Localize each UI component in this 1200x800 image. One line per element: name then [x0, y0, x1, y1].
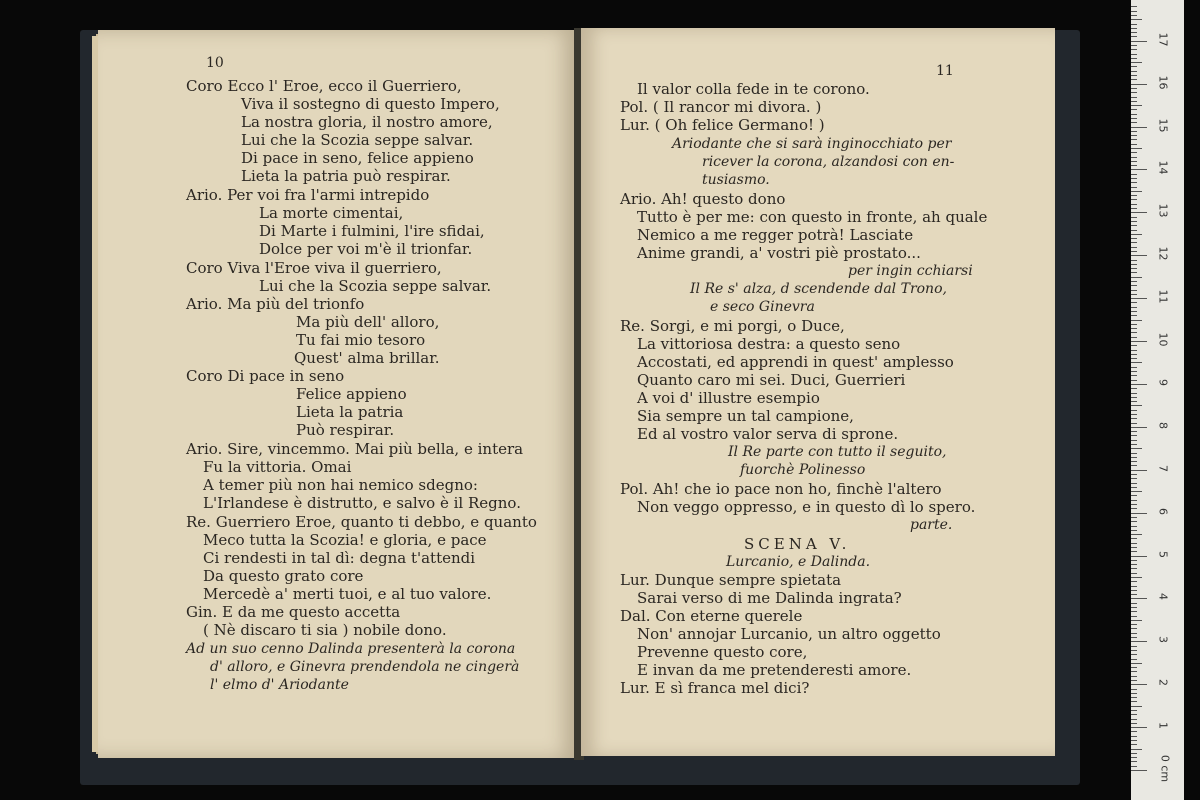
text-line: Sarai verso di me Dalinda ingrata? — [637, 589, 902, 607]
ruler-tick — [1131, 418, 1137, 419]
ruler-tick — [1131, 701, 1137, 702]
ruler-tick — [1131, 54, 1137, 55]
ruler-tick — [1131, 238, 1137, 239]
ruler-tick — [1131, 560, 1137, 561]
ruler-tick — [1131, 71, 1137, 72]
ruler-tick — [1131, 749, 1142, 750]
text-line: Sia sempre un tal campione, — [637, 407, 854, 425]
ruler-tick — [1131, 393, 1137, 394]
ruler-tick — [1131, 375, 1137, 376]
ruler-tick — [1131, 195, 1137, 196]
ruler-tick — [1131, 676, 1137, 677]
ruler-tick — [1131, 736, 1137, 737]
ruler-tick — [1131, 706, 1142, 707]
text-line: A temer più non hai nemico sdegno: — [203, 476, 478, 494]
ruler-tick — [1131, 139, 1137, 140]
ruler-tick — [1131, 564, 1137, 565]
ruler-tick — [1131, 169, 1147, 170]
stage-direction: per ingin cchiarsi — [848, 263, 973, 279]
page-number: 11 — [936, 63, 954, 79]
text-line: Lur. Dunque sempre spietata — [620, 571, 842, 589]
text-line: Ci rendesti in tal dì: degna t'attendi — [203, 549, 476, 567]
text-line: Quanto caro mi sei. Duci, Guerrieri — [637, 371, 906, 389]
text-line: Anime grandi, a' vostri piè prostato... — [637, 244, 921, 262]
ruler-tick — [1131, 517, 1137, 518]
ruler-tick — [1131, 58, 1137, 59]
stage-direction: e seco Ginevra — [710, 299, 815, 315]
stage-direction: fuorchè Polinesso — [740, 462, 866, 478]
ruler-tick — [1131, 431, 1137, 432]
text-line: La vittoriosa destra: a questo seno — [637, 335, 901, 353]
text-line: A voi d' illustre esempio — [637, 389, 820, 407]
ruler-tick — [1131, 332, 1137, 333]
ruler-tick — [1131, 495, 1137, 496]
ruler-label: 1 — [1156, 722, 1170, 730]
ruler-tick — [1131, 380, 1137, 381]
ruler-tick — [1131, 710, 1137, 711]
ruler-tick — [1131, 350, 1137, 351]
ruler-tick — [1131, 423, 1137, 424]
ruler-tick — [1131, 435, 1137, 436]
ruler-tick — [1131, 547, 1137, 548]
ruler-tick — [1131, 234, 1142, 235]
ruler-tick — [1131, 397, 1137, 398]
ruler-tick — [1131, 199, 1137, 200]
ruler-tick — [1131, 294, 1137, 295]
ruler-tick — [1131, 255, 1147, 256]
ruler-tick — [1131, 281, 1137, 282]
ruler-tick — [1131, 302, 1137, 303]
ruler-tick — [1131, 225, 1137, 226]
ruler-label: 13 — [1156, 203, 1170, 218]
scene-characters: Lurcanio, e Dalinda. — [726, 554, 871, 570]
stage-direction: Il Re s' alza, d scendende dal Trono, — [690, 281, 947, 297]
text-line: Nemico a me regger potrà! Lasciate — [637, 226, 914, 244]
scene-heading: SCENA V. — [744, 535, 851, 553]
ruler-tick — [1131, 727, 1147, 728]
ruler-tick — [1131, 358, 1137, 359]
text-line: Lieta la patria può respirar. — [241, 167, 451, 185]
measuring-ruler — [1131, 0, 1184, 800]
ruler-tick — [1131, 345, 1137, 346]
ruler-tick — [1131, 79, 1137, 80]
ruler-label: 17 — [1156, 32, 1170, 47]
ruler-tick — [1131, 187, 1137, 188]
ruler-tick — [1131, 24, 1137, 25]
ruler-tick — [1131, 693, 1137, 694]
text-line: Pol. ( Il rancor mi divora. ) — [620, 98, 822, 116]
ruler-tick — [1131, 753, 1137, 754]
ruler-tick — [1131, 97, 1137, 98]
ruler-tick — [1131, 221, 1137, 222]
stage-direction: ricever la corona, alzandosi con en- — [702, 154, 955, 170]
ruler-tick — [1131, 15, 1137, 16]
text-line: Lur. ( Oh felice Germano! ) — [620, 116, 825, 134]
ruler-label: 2 — [1156, 679, 1170, 687]
ruler-label: 5 — [1156, 550, 1170, 558]
ruler-tick — [1131, 410, 1137, 411]
ruler-label: 8 — [1156, 421, 1170, 429]
text-line: Tutto è per me: con questo in fronte, ah quale — [637, 208, 988, 226]
ruler-tick — [1131, 84, 1147, 85]
text-line: Fu la vittoria. Omai — [203, 458, 352, 476]
text-line: Re. Sorgi, e mi porgi, o Duce, — [620, 317, 845, 335]
text-line: Il valor colla fede in te corono. — [637, 80, 870, 98]
ruler-tick — [1131, 474, 1137, 475]
text-line: Ario. Sire, vincemmo. Mai più bella, e intera — [186, 440, 524, 458]
ruler-tick — [1131, 607, 1137, 608]
ruler-tick — [1131, 208, 1137, 209]
ruler-tick — [1131, 440, 1137, 441]
text-line: Può respirar. — [296, 421, 395, 439]
ruler-tick — [1131, 543, 1137, 544]
ruler-tick — [1131, 568, 1137, 569]
ruler-tick — [1131, 337, 1137, 338]
ruler-tick — [1131, 581, 1137, 582]
ruler-tick — [1131, 534, 1142, 535]
ruler-tick — [1131, 719, 1137, 720]
ruler-tick — [1131, 641, 1147, 642]
ruler-tick — [1131, 697, 1137, 698]
ruler-tick — [1131, 633, 1137, 634]
ruler-tick — [1131, 530, 1137, 531]
ruler-tick — [1131, 36, 1137, 37]
ruler-tick — [1131, 161, 1137, 162]
ruler-tick — [1131, 663, 1142, 664]
ruler-tick — [1131, 268, 1137, 269]
ruler-tick — [1131, 247, 1137, 248]
ruler-tick — [1131, 105, 1142, 106]
ruler-tick — [1131, 594, 1137, 595]
stage-direction: d' alloro, e Ginevra prendendola ne cingerà — [210, 659, 520, 675]
text-line: Di Marte i fulmini, l'ire sfidai, — [259, 222, 485, 240]
page-number: 10 — [206, 55, 224, 71]
ruler-tick — [1131, 513, 1147, 514]
ruler-tick — [1131, 75, 1137, 76]
text-line: Pol. Ah! che io pace non ho, finchè l'altero — [620, 480, 942, 498]
ruler-tick — [1131, 217, 1137, 218]
ruler-tick — [1131, 204, 1137, 205]
text-line: Lieta la patria — [296, 403, 404, 421]
stage-direction: tusiasmo. — [702, 172, 770, 188]
ruler-tick — [1131, 62, 1142, 63]
ruler-tick — [1131, 277, 1142, 278]
text-line: Dal. Con eterne querele — [620, 607, 803, 625]
ruler-tick — [1131, 521, 1137, 522]
ruler-label: 16 — [1156, 75, 1170, 90]
ruler-tick — [1131, 731, 1137, 732]
ruler-tick — [1131, 770, 1147, 771]
text-line: L'Irlandese è distrutto, e salvo è il Regno. — [203, 494, 521, 512]
ruler-tick — [1131, 637, 1137, 638]
ruler-tick — [1131, 212, 1147, 213]
ruler-label: 9 — [1156, 378, 1170, 386]
text-line: Da questo grato core — [203, 567, 364, 585]
ruler-tick — [1131, 487, 1137, 488]
ruler-tick — [1131, 761, 1137, 762]
ruler-tick — [1131, 598, 1147, 599]
ruler-tick — [1131, 659, 1137, 660]
ruler-tick — [1131, 453, 1137, 454]
text-line: Meco tutta la Scozia! e gloria, e pace — [203, 531, 487, 549]
ruler-label: 4 — [1156, 593, 1170, 601]
text-line: Quest' alma brillar. — [294, 349, 440, 367]
stage-direction: Il Re parte con tutto il seguito, — [728, 444, 947, 460]
ruler-tick — [1131, 354, 1137, 355]
ruler-tick — [1131, 242, 1137, 243]
ruler-label: 14 — [1156, 160, 1170, 175]
ruler-tick — [1131, 148, 1142, 149]
ruler-tick — [1131, 32, 1137, 33]
ruler-tick — [1131, 667, 1137, 668]
ruler-tick — [1131, 178, 1137, 179]
ruler-tick — [1131, 491, 1142, 492]
text-line: ( Nè discaro ti sia ) nobile dono. — [203, 621, 447, 639]
ruler-tick — [1131, 311, 1137, 312]
text-line: Ma più dell' alloro, — [296, 313, 440, 331]
text-line: Ario. Per voi fra l'armi intrepido — [186, 186, 430, 204]
text-line: Coro Ecco l' Eroe, ecco il Guerriero, — [186, 77, 462, 95]
ruler-tick — [1131, 324, 1137, 325]
ruler-tick — [1131, 744, 1137, 745]
ruler-tick — [1131, 49, 1137, 50]
ruler-tick — [1131, 723, 1137, 724]
ruler-tick — [1131, 118, 1137, 119]
text-line: Ario. Ma più del trionfo — [186, 295, 365, 313]
ruler-label: 3 — [1156, 636, 1170, 644]
ruler-tick — [1131, 157, 1137, 158]
ruler-tick — [1131, 144, 1137, 145]
text-line: Prevenne questo core, — [637, 643, 808, 661]
ruler-tick — [1131, 577, 1142, 578]
ruler-tick — [1131, 603, 1137, 604]
ruler-tick — [1131, 101, 1137, 102]
ruler-tick — [1131, 135, 1137, 136]
ruler-label: 10 — [1156, 332, 1170, 347]
ruler-tick — [1131, 66, 1137, 67]
ruler-tick — [1131, 19, 1142, 20]
ruler-tick — [1131, 182, 1137, 183]
text-line: Coro Viva l'Eroe viva il guerriero, — [186, 259, 442, 277]
ruler-tick — [1131, 298, 1147, 299]
ruler-tick — [1131, 264, 1137, 265]
ruler-tick — [1131, 757, 1137, 758]
text-line: Ario. Ah! questo dono — [620, 190, 786, 208]
ruler-tick — [1131, 11, 1137, 12]
ruler-tick — [1131, 230, 1137, 231]
ruler-tick — [1131, 285, 1137, 286]
text-line: Dolce per voi m'è il trionfar. — [259, 240, 473, 258]
ruler-tick — [1131, 114, 1137, 115]
ruler-tick — [1131, 646, 1137, 647]
ruler-tick — [1131, 272, 1137, 273]
text-line: Non veggo oppresso, e in questo dì lo spero. — [637, 498, 976, 516]
ruler-label: 7 — [1156, 464, 1170, 472]
ruler-tick — [1131, 251, 1137, 252]
ruler-tick — [1131, 45, 1137, 46]
ruler-label: 12 — [1156, 246, 1170, 261]
ruler-tick — [1131, 122, 1137, 123]
ruler-tick — [1131, 6, 1137, 7]
ruler-tick — [1131, 88, 1137, 89]
ruler-tick — [1131, 500, 1137, 501]
stage-direction: Ariodante che si sarà inginocchiato per — [672, 136, 952, 152]
ruler-tick — [1131, 405, 1142, 406]
ruler-tick — [1131, 478, 1137, 479]
ruler-tick — [1131, 551, 1137, 552]
ruler-tick — [1131, 586, 1137, 587]
text-line: Ed al vostro valor serva di sprone. — [637, 425, 899, 443]
ruler-tick — [1131, 504, 1137, 505]
ruler-tick — [1131, 92, 1137, 93]
ruler-tick — [1131, 616, 1137, 617]
ruler-tick — [1131, 654, 1137, 655]
stage-direction: l' elmo d' Ariodante — [210, 677, 349, 693]
ruler-tick — [1131, 384, 1147, 385]
ruler-tick — [1131, 388, 1137, 389]
ruler-tick — [1131, 401, 1137, 402]
ruler-tick — [1131, 320, 1142, 321]
text-line: Viva il sostegno di questo Impero, — [241, 95, 500, 113]
ruler-tick — [1131, 307, 1137, 308]
ruler-tick — [1131, 526, 1137, 527]
ruler-tick — [1131, 362, 1142, 363]
text-line: Mercedè a' merti tuoi, e al tuo valore. — [203, 585, 492, 603]
ruler-label: 0 cm — [1158, 754, 1172, 783]
ruler-tick — [1131, 740, 1137, 741]
ruler-tick — [1131, 427, 1147, 428]
text-line: La morte cimentai, — [259, 204, 404, 222]
text-line: Lui che la Scozia seppe salvar. — [259, 277, 492, 295]
ruler-label: 11 — [1156, 289, 1170, 304]
ruler-tick — [1131, 461, 1137, 462]
text-line: Accostati, ed apprendi in quest' amplesso — [637, 353, 954, 371]
ruler-tick — [1131, 465, 1137, 466]
text-line: Lur. E sì franca mel dici? — [620, 679, 810, 697]
ruler-tick — [1131, 152, 1137, 153]
ruler-tick — [1131, 191, 1142, 192]
text-line: Tu fai mio tesoro — [296, 331, 426, 349]
ruler-tick — [1131, 457, 1137, 458]
text-line: Non' annojar Lurcanio, un altro oggetto — [637, 625, 941, 643]
text-line: Gin. E da me questo accetta — [186, 603, 401, 621]
ruler-tick — [1131, 620, 1142, 621]
ruler-tick — [1131, 714, 1137, 715]
text-line: La nostra gloria, il nostro amore, — [241, 113, 493, 131]
ruler-label: 15 — [1156, 118, 1170, 132]
ruler-tick — [1131, 341, 1147, 342]
ruler-tick — [1131, 538, 1137, 539]
ruler-tick — [1131, 444, 1137, 445]
ruler-tick — [1131, 611, 1137, 612]
ruler-tick — [1131, 671, 1137, 672]
ruler-tick — [1131, 109, 1137, 110]
stage-direction: Ad un suo cenno Dalinda presenterà la corona — [186, 641, 516, 657]
ruler-tick — [1131, 628, 1137, 629]
text-line: Di pace in seno, felice appieno — [241, 149, 474, 167]
ruler-tick — [1131, 371, 1137, 372]
ruler-tick — [1131, 367, 1137, 368]
ruler-tick — [1131, 689, 1137, 690]
ruler-tick — [1131, 590, 1137, 591]
ruler-tick — [1131, 684, 1147, 685]
ruler-tick — [1131, 165, 1137, 166]
ruler-tick — [1131, 483, 1137, 484]
ruler-tick — [1131, 131, 1137, 132]
ruler-tick — [1131, 766, 1137, 767]
ruler-tick — [1131, 680, 1137, 681]
ruler-tick — [1131, 650, 1137, 651]
ruler-tick — [1131, 28, 1137, 29]
text-line: Re. Guerriero Eroe, quanto ti debbo, e quanto — [186, 513, 537, 531]
text-line: Coro Di pace in seno — [186, 367, 345, 385]
ruler-tick — [1131, 470, 1147, 471]
ruler-tick — [1131, 174, 1137, 175]
ruler-tick — [1131, 414, 1137, 415]
ruler-tick — [1131, 573, 1137, 574]
text-line: Felice appieno — [296, 385, 407, 403]
ruler-tick — [1131, 127, 1147, 128]
ruler-tick — [1131, 624, 1137, 625]
ruler-label: 6 — [1156, 507, 1170, 515]
stage-direction: parte. — [910, 517, 953, 533]
ruler-tick — [1131, 290, 1137, 291]
ruler-tick — [1131, 41, 1147, 42]
text-line: Lui che la Scozia seppe salvar. — [241, 131, 474, 149]
ruler-tick — [1131, 556, 1147, 557]
ruler-tick — [1131, 508, 1137, 509]
ruler-tick — [1131, 260, 1137, 261]
ruler-tick — [1131, 328, 1137, 329]
ruler-tick — [1131, 448, 1142, 449]
text-line: E invan da me pretenderesti amore. — [637, 661, 912, 679]
ruler-tick — [1131, 315, 1137, 316]
